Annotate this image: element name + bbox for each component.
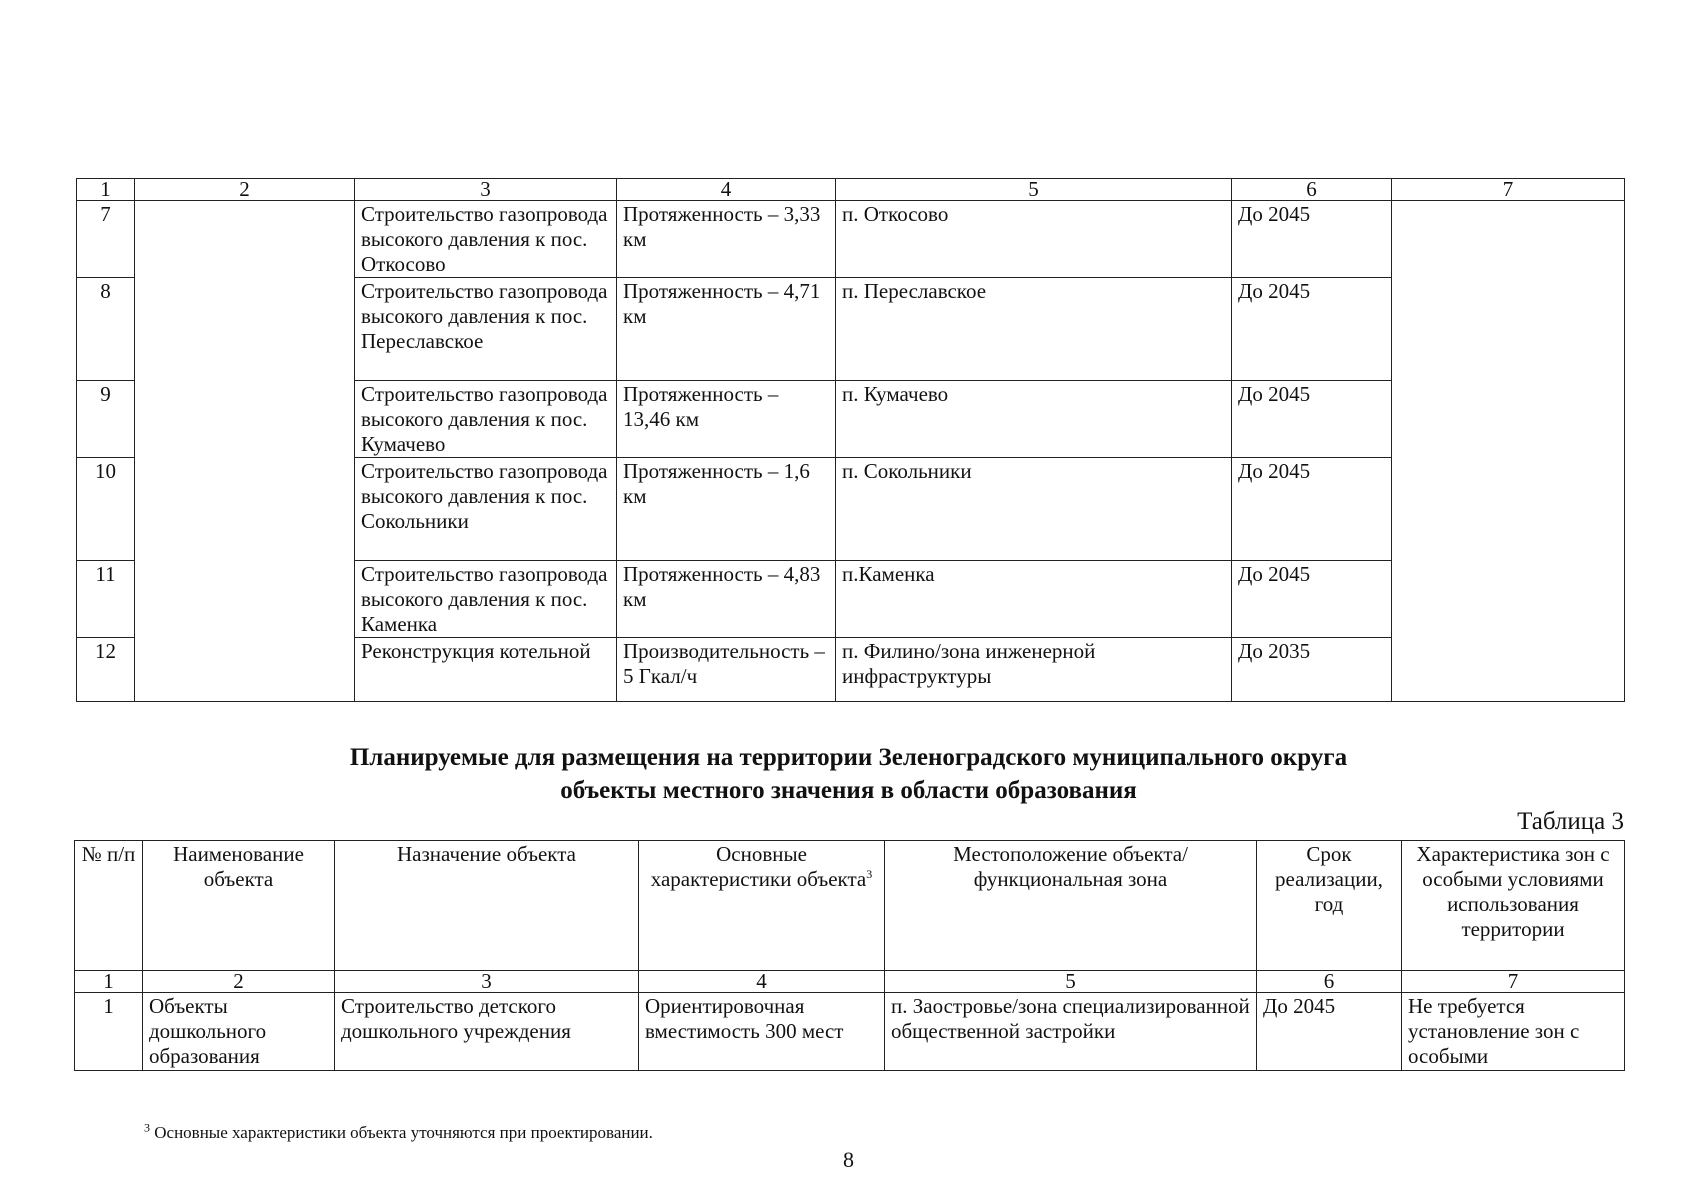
merged-empty-cell (135, 201, 355, 702)
object-characteristics: Производительность – 5 Гкал/ч (617, 638, 836, 702)
footnote-mark: 3 (144, 1120, 150, 1135)
table-row (75, 993, 1625, 1071)
col-num-7: 7 (1402, 971, 1625, 993)
object-characteristics: Протяженность – 1,6 км (617, 458, 836, 561)
implementation-term: До 2035 (1232, 638, 1392, 702)
header-location: Местоположение объекта/функциональная зона (885, 841, 1257, 971)
col-num-6: 6 (1232, 179, 1392, 201)
object-name: Строительство газопровода высокого давления к пос. Каменка (355, 561, 617, 638)
education-objects-table (74, 840, 1625, 1071)
object-location: п. Переславское (836, 278, 1232, 381)
col-num-4: 4 (639, 971, 885, 993)
col-num-1: 1 (77, 179, 135, 201)
object-name: Объекты дошкольного образования (143, 993, 335, 1071)
column-numbering-row (75, 971, 1625, 993)
header-zones: Характеристика зон с особыми условиями использования территории (1402, 841, 1625, 971)
implementation-term: До 2045 (1232, 201, 1392, 278)
column-numbering-row (77, 179, 1625, 201)
object-location: п. Заостровье/зона специализированной общественной застройки (885, 993, 1257, 1071)
implementation-term: До 2045 (1257, 993, 1402, 1071)
col-num-4: 4 (617, 179, 836, 201)
col-num-3: 3 (355, 179, 617, 201)
implementation-term: До 2045 (1232, 561, 1392, 638)
object-location: п. Кумачево (836, 381, 1232, 458)
header-object-name: Наименование объекта (143, 841, 335, 971)
col-num-1: 1 (75, 971, 143, 993)
gas-infrastructure-table (76, 178, 1625, 702)
implementation-term: До 2045 (1232, 458, 1392, 561)
row-number: 12 (77, 638, 135, 702)
object-location: п.Каменка (836, 561, 1232, 638)
col-num-5: 5 (836, 179, 1232, 201)
merged-empty-cell (1392, 201, 1625, 702)
row-number: 8 (77, 278, 135, 381)
object-purpose: Строительство детского дошкольного учреждения (335, 993, 639, 1071)
row-number: 1 (75, 993, 143, 1071)
implementation-term: До 2045 (1232, 381, 1392, 458)
col-num-2: 2 (143, 971, 335, 993)
header-purpose: Назначение объекта (335, 841, 639, 971)
row-number: 10 (77, 458, 135, 561)
object-name: Реконструкция котельной (355, 638, 617, 702)
col-num-5: 5 (885, 971, 1257, 993)
object-characteristics: Протяженность – 3,33 км (617, 201, 836, 278)
header-characteristics-label: Основные характеристики объекта (650, 842, 867, 891)
col-num-7: 7 (1392, 179, 1625, 201)
object-location: п. Филино/зона инженерной инфраструктуры (836, 638, 1232, 702)
object-name: Строительство газопровода высокого давления к пос. Откосово (355, 201, 617, 278)
row-number: 7 (77, 201, 135, 278)
object-characteristics: Протяженность – 13,46 км (617, 381, 836, 458)
footnote-text: Основные характеристики объекта уточняются при проектировании. (150, 1123, 653, 1142)
object-location: п. Сокольники (836, 458, 1232, 561)
object-location: п. Откосово (836, 201, 1232, 278)
object-characteristics: Протяженность – 4,83 км (617, 561, 836, 638)
object-name: Строительство газопровода высокого давления к пос. Кумачево (355, 381, 617, 458)
row-number: 11 (77, 561, 135, 638)
object-name: Строительство газопровода высокого давления к пос. Переславское (355, 278, 617, 381)
row-number: 9 (77, 381, 135, 458)
object-name: Строительство газопровода высокого давления к пос. Сокольники (355, 458, 617, 561)
header-characteristics (639, 841, 885, 971)
header-number: № п/п (75, 841, 143, 971)
table-label: Таблица 3 (1517, 808, 1624, 835)
col-num-6: 6 (1257, 971, 1402, 993)
object-characteristics: Протяженность – 4,71 км (617, 278, 836, 381)
footnote-reference: 3 (866, 867, 873, 881)
header-term: Срок реализации, год (1257, 841, 1402, 971)
zone-characteristics: Не требуется установление зон с особыми (1402, 993, 1625, 1071)
implementation-term: До 2045 (1232, 278, 1392, 381)
footnote (144, 1120, 653, 1143)
col-num-3: 3 (335, 971, 639, 993)
object-characteristics: Ориентировочная вместимость 300 мест (639, 993, 885, 1071)
page-number: 8 (843, 1147, 854, 1172)
table-header-row (75, 841, 1625, 971)
section-title-line-2: объекты местного значения в области образования (560, 777, 1137, 804)
col-num-2: 2 (135, 179, 355, 201)
table-row (77, 201, 1625, 278)
section-title-line-1: Планируемые для размещения на территории Зеленоградского муниципального округа (349, 744, 1348, 771)
